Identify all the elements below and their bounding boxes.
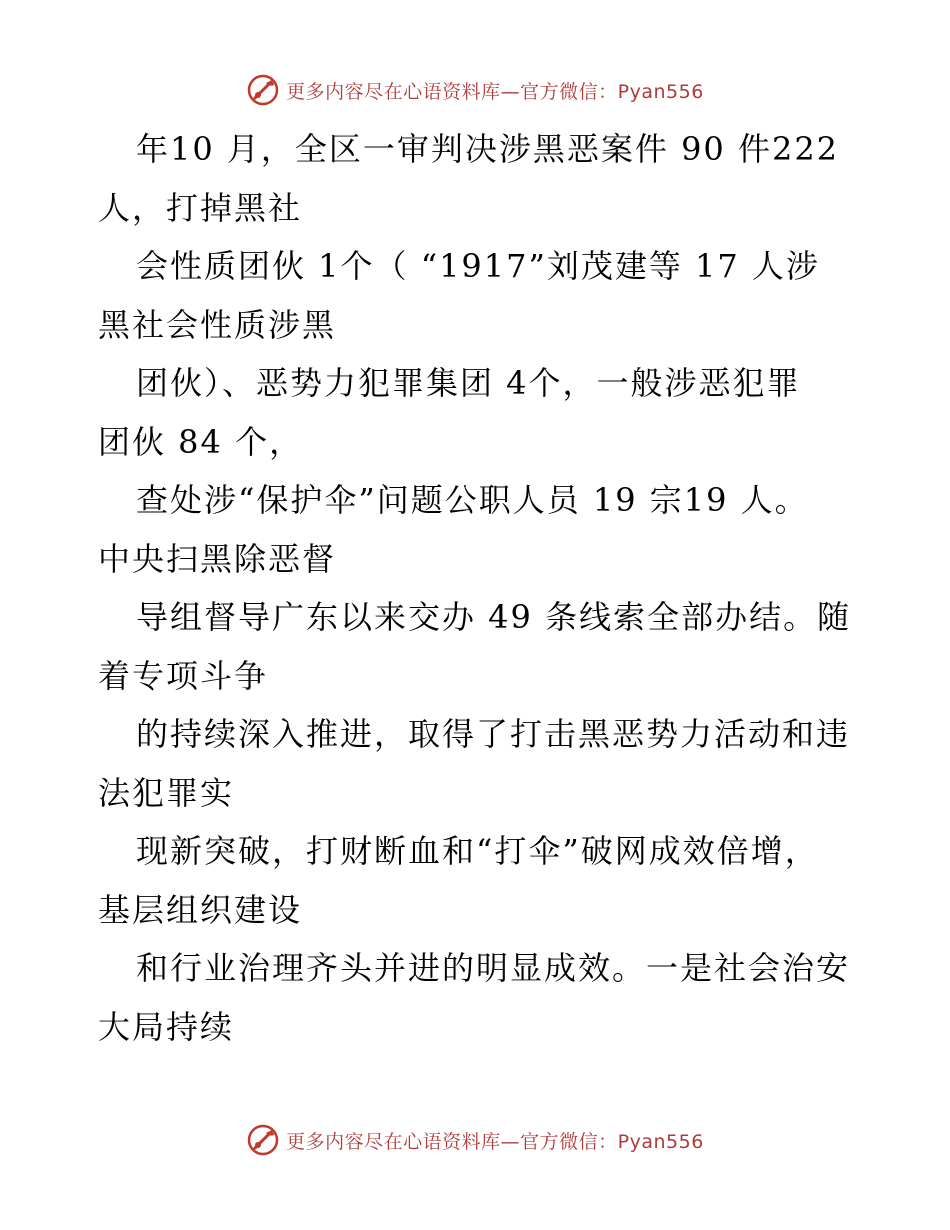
watermark-content	[246, 73, 704, 107]
paragraph-line: 和行业治理齐头并进的明显成效。一是社会治安	[136, 949, 851, 987]
paragraph-line: 大局持续	[98, 1007, 235, 1046]
paragraph-line: 团伙 84 个，	[98, 422, 304, 461]
watermark-text: 更多内容尽在心语资料库—官方微信：Pyan556	[286, 80, 704, 103]
paragraph-line: 着专项斗争	[98, 656, 269, 695]
paragraph-line: 黑社会性质涉黑	[98, 305, 337, 344]
quill-pen-logo-icon	[246, 73, 280, 107]
footer-watermark	[0, 1120, 950, 1160]
paragraph-line: 团伙）、恶势力犯罪集团 4个，一般涉恶犯罪	[136, 364, 801, 402]
paragraph-line: 现新突破，打财断血和“打伞”破网成效倍增，	[136, 832, 819, 870]
paragraph-line: 人，打掉黑社	[98, 188, 303, 227]
quill-pen-logo-icon	[246, 1123, 280, 1157]
paragraph-line: 查处涉“保护伞”问题公职人员 19 宗19 人。	[136, 481, 809, 519]
watermark-content	[246, 1123, 704, 1157]
header-watermark	[0, 70, 950, 110]
document-body	[98, 120, 858, 1056]
paragraph-line: 法犯罪实	[98, 773, 235, 812]
paragraph-line: 会性质团伙 1个（ “1917”刘茂建等 17 人涉	[136, 247, 820, 285]
watermark-text: 更多内容尽在心语资料库—官方微信：Pyan556	[286, 1130, 704, 1153]
paragraph-line: 导组督导广东以来交办 49 条线索全部办结。随	[136, 598, 852, 636]
paragraph-line: 基层组织建设	[98, 890, 303, 929]
paragraph-line: 年10 月，全区一审判决涉黑恶案件 90 件222	[136, 130, 840, 168]
paragraph-line: 中央扫黑除恶督	[98, 539, 337, 578]
paragraph-line: 的持续深入推进，取得了打击黑恶势力活动和违	[136, 715, 851, 753]
